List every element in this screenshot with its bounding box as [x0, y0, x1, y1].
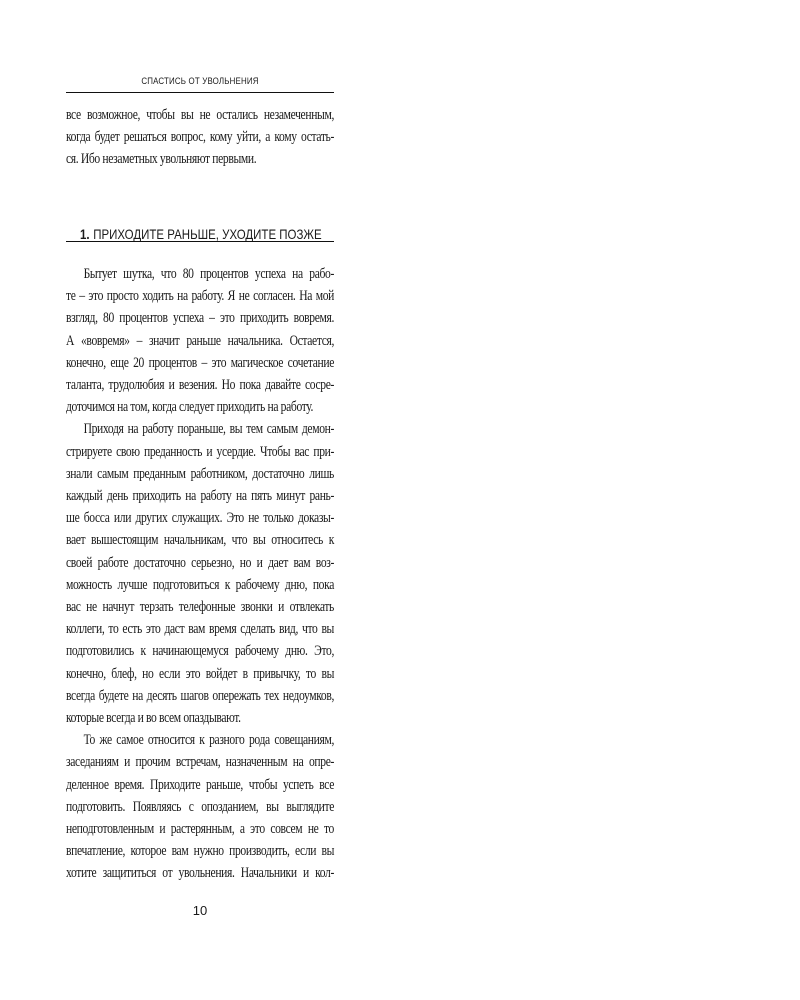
- text-line: когда будет решаться вопрос, кому уйти, а кому остать-: [66, 129, 334, 146]
- text-line: хотите защититься от увольнения. Начальники и кол-: [66, 865, 334, 882]
- text-line: доточимся на том, когда следует приходить на работу.: [66, 399, 314, 416]
- text-line: конечно, блеф, но если это войдет в привычку, то вы: [66, 665, 334, 682]
- text-line: заседаниям и прочим встречам, назначенным на опре-: [66, 754, 334, 771]
- text-line: взгляд, 80 процентов успеха – это приходить вовремя.: [66, 310, 334, 327]
- section-body: [66, 263, 334, 885]
- text-line: каждый день приходить на работу на пять минут рань-: [66, 488, 334, 505]
- section-title: ПРИХОДИТЕ РАНЬШЕ, УХОДИТЕ ПОЗЖЕ: [93, 226, 322, 242]
- paragraph-continuation: [66, 104, 334, 171]
- text-line: коллеги, то есть это даст вам время сделать вид, что вы: [66, 621, 334, 638]
- book-page: [66, 0, 334, 1000]
- text-line: таланта, трудолюбия и везения. Но пока давайте сосре-: [66, 377, 334, 394]
- text-line: Приходя на работу пораньше, вы тем самым демон-: [83, 421, 334, 438]
- text-line: подготовить. Появляясь с опозданием, вы выглядите: [66, 798, 334, 815]
- section-heading-rule: [66, 241, 334, 242]
- text-line: Бытует шутка, что 80 процентов успеха на рабо-: [83, 266, 334, 282]
- text-line: которые всегда и во всем опаздывают.: [66, 710, 241, 727]
- text-line: ше босса или других служащих. Это не только доказы-: [66, 510, 334, 527]
- running-header: СПАСТИСЬ ОТ УВОЛЬНЕНИЯ: [141, 76, 259, 86]
- text-line: своей работе достаточно серьезно, но и дает вам воз-: [66, 554, 334, 571]
- section-heading: [80, 226, 334, 246]
- text-line: конечно, еще 20 процентов – это магическое сочетание: [66, 354, 334, 371]
- text-line: можность лучше подготовиться к рабочему дню, пока: [66, 576, 334, 593]
- section-number: 1.: [80, 226, 90, 242]
- text-line: знали самым преданным работником, достаточно лишь: [66, 465, 334, 482]
- text-line: вает вышестоящим начальникам, что вы относитесь к: [66, 532, 334, 549]
- text-line: ся. Ибо незаметных увольняют первыми.: [66, 151, 257, 168]
- text-line: те – это просто ходить на работу. Я не согласен. На мой: [66, 288, 334, 305]
- page-number: 10: [192, 903, 208, 918]
- text-line: А «вовремя» – значит раньше начальника. Остается,: [66, 332, 334, 349]
- text-line: впечатление, которое вам нужно производить, если вы: [66, 843, 334, 860]
- text-line: все возможное, чтобы вы не остались незамеченным,: [66, 107, 334, 123]
- header-rule: [66, 92, 334, 93]
- text-line: вас не начнут терзать телефонные звонки и отвлекать: [66, 599, 334, 616]
- text-line: подготовились к начинающемуся рабочему дню. Это,: [66, 643, 334, 660]
- text-line: неподготовленным и растерянным, а это совсем не то: [66, 821, 334, 838]
- text-line: стрируете свою преданность и усердие. Чтобы вас при-: [66, 443, 334, 460]
- text-line: всегда будете на десять шагов опережать тех недоумков,: [66, 687, 334, 704]
- text-line: деленное время. Приходите раньше, чтобы успеть все: [66, 776, 334, 793]
- text-line: То же самое относится к разного рода совещаниям,: [83, 732, 334, 749]
